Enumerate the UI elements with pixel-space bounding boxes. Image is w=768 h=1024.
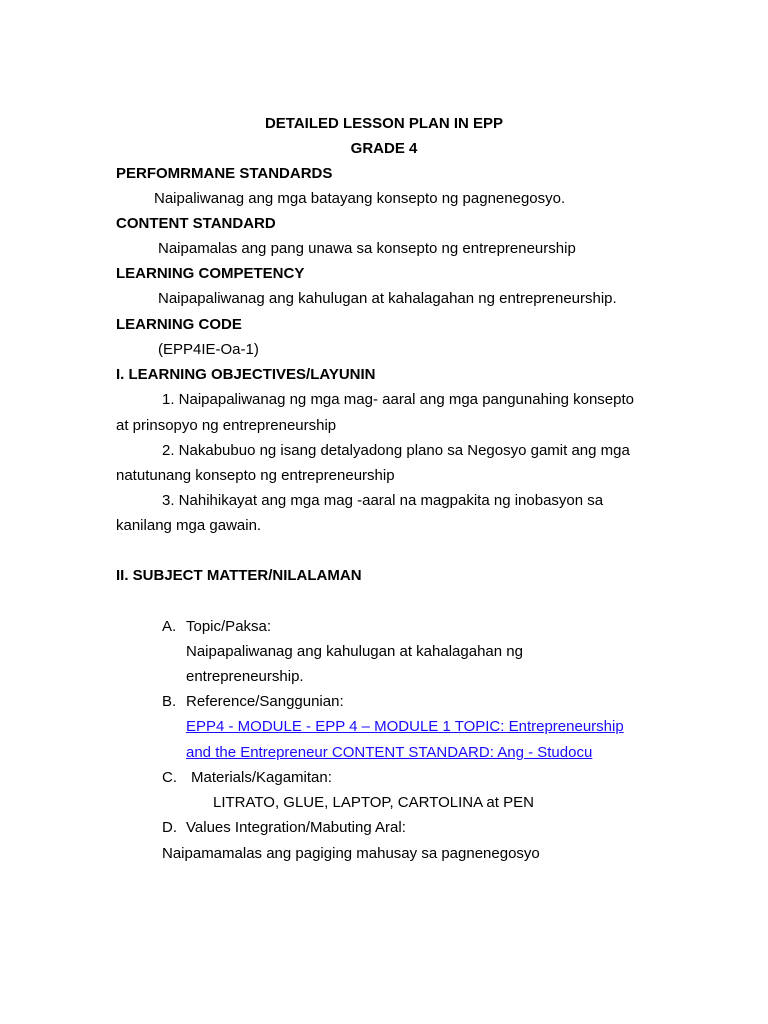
topic-text-line-2: entrepreneurship. [186,668,304,685]
materials-marker: C. [162,769,177,786]
document-title: DETAILED LESSON PLAN IN EPP [264,115,504,132]
objective-1-line-1: 1. Naipapaliwanag ng mga mag- aaral ang mga pangunahing konsepto [162,391,634,408]
topic-marker: A. [162,618,177,635]
reference-link-line-1[interactable] [186,718,624,736]
learning-code-text: (EPP4IE-Oa-1) [158,341,259,358]
learning-competency-text: Naipapaliwanag ang kahulugan at kahalagahan ng entrepreneurship. [158,290,617,307]
performance-standards-heading: PERFOMRMANE STANDARDS [116,165,333,182]
objective-2-line-2: natutunang konsepto ng entrepreneurship [116,467,395,484]
values-label: Values Integration/Mabuting Aral: [186,819,406,836]
materials-label: Materials/Kagamitan: [191,769,332,786]
topic-label: Topic/Paksa: [186,618,272,635]
reference-link-2[interactable]: and the Entrepreneur CONTENT STANDARD: Ang - Studocu [186,744,593,761]
objective-3-line-1: 3. Nahihikayat ang mga mag -aaral na magpakita ng inobasyon sa [162,492,604,509]
materials-text: LITRATO, GLUE, LAPTOP, CARTOLINA at PEN [213,794,534,811]
objective-2-line-1: 2. Nakabubuo ng isang detalyadong plano sa Negosyo gamit ang mga [162,442,630,459]
objective-1-line-2: at prinsopyo ng entrepreneurship [116,417,337,434]
reference-link-1[interactable]: EPP4 - MODULE - EPP 4 – MODULE 1 TOPIC: Entrepreneurship [186,718,624,735]
content-standard-heading: CONTENT STANDARD [116,215,276,232]
subject-matter-heading: II. SUBJECT MATTER/NILALAMAN [116,567,362,584]
learning-competency-heading: LEARNING COMPETENCY [116,265,305,282]
content-standard-text: Naipamalas ang pang unawa sa konsepto ng entrepreneurship [158,240,576,257]
values-marker: D. [162,819,177,836]
grade-heading: GRADE 4 [350,140,418,157]
reference-link-line-2[interactable] [186,744,592,762]
objective-3-line-2: kanilang mga gawain. [116,517,262,534]
objectives-heading: I. LEARNING OBJECTIVES/LAYUNIN [116,366,376,383]
learning-code-heading: LEARNING CODE [116,316,242,333]
performance-standards-text: Naipaliwanag ang mga batayang konsepto ng pagnenegosyo. [154,190,566,207]
values-text: Naipamamalas ang pagiging mahusay sa pagnenegosyo [162,845,540,862]
topic-text-line-1: Naipapaliwanag ang kahulugan at kahalagahan ng [186,643,523,660]
reference-marker: B. [162,693,177,710]
reference-label: Reference/Sanggunian: [186,693,344,710]
